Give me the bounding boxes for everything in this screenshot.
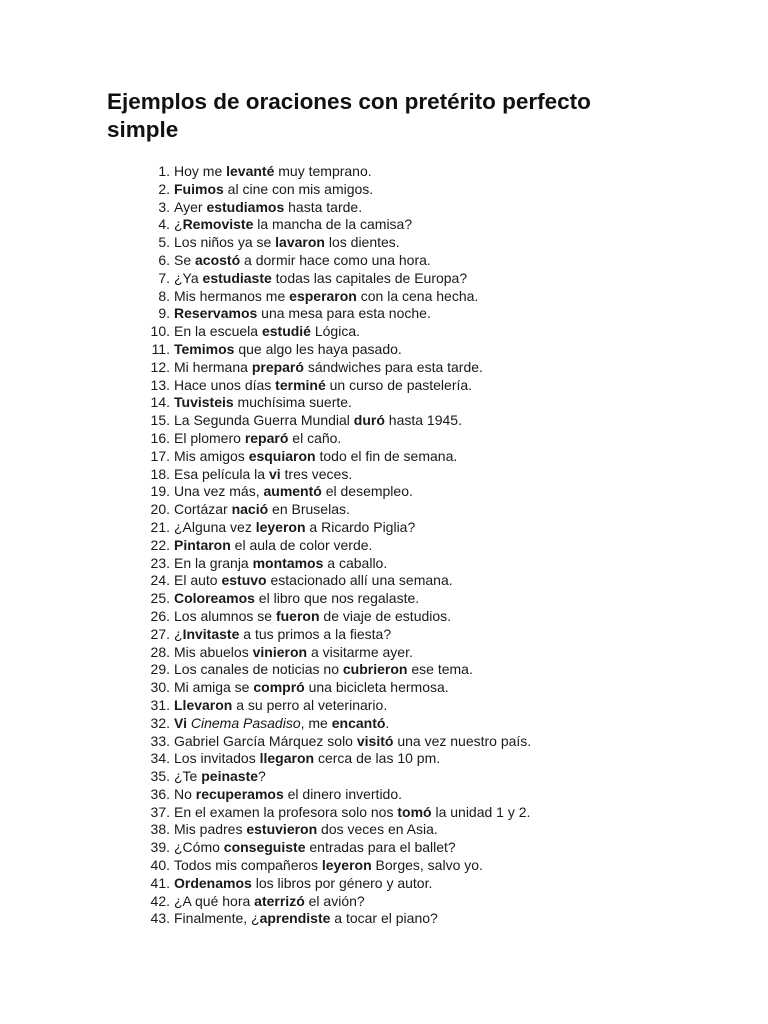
sentence-text [174,181,373,199]
sentence-text [174,448,457,466]
item-number: 35. [150,768,170,785]
list-item [140,537,531,555]
verb-highlight: encantó [331,714,386,731]
item-number: 32. [150,714,170,731]
list-item [140,608,531,626]
text-segment: un curso de pastelería. [325,376,473,393]
list-item [140,644,531,662]
sentence-text [174,715,389,733]
sentence-text [174,252,431,270]
verb-highlight: Pintaron [174,536,231,553]
text-segment: a caballo. [323,554,388,571]
text-segment: ¿Ya [174,269,203,286]
sentence-text [174,323,360,341]
text-segment: a tus primos a la fiesta? [239,625,392,642]
verb-highlight: Tuvisteis [174,394,234,411]
list-item [140,466,531,484]
text-segment: Borges, salvo yo. [371,857,483,874]
text-segment: Mis hermanos me [174,287,290,304]
text-segment: Una vez más, [174,483,264,500]
text-segment: tres veces. [280,465,353,482]
text-segment: una bicicleta hermosa. [304,679,449,696]
text-segment: Se [174,251,196,268]
text-segment: a dormir hace como una hora. [240,251,431,268]
text-segment: El plomero [174,429,245,446]
item-number: 2. [158,180,170,197]
text-segment: que algo les haya pasado. [234,340,402,357]
list-item [140,661,531,679]
text-segment: el caño. [288,429,342,446]
text-segment: cerca de las 10 pm. [314,750,441,767]
list-item [140,750,531,768]
list-item [140,323,531,341]
text-segment: la mancha de la camisa? [253,216,413,233]
list-item [140,341,531,359]
sentence-text [174,608,451,626]
sentence-text [174,910,438,928]
sentence-text [174,679,449,697]
list-item [140,448,531,466]
text-segment: Todos mis compañeros [174,857,322,874]
list-item [140,821,531,839]
list-item [140,839,531,857]
list-item [140,768,531,786]
text-segment: muchísima suerte. [233,394,352,411]
italic-title: Cinema Pasadiso [190,714,301,731]
text-segment: Los invitados [174,750,260,767]
verb-highlight: aterrizó [254,892,305,909]
item-number: 18. [150,465,170,482]
text-segment: ese tema. [407,661,473,678]
item-number: 28. [150,643,170,660]
sentence-text [174,857,483,875]
item-number: 14. [150,394,170,411]
text-segment: el avión? [304,892,365,909]
verb-highlight: levanté [226,163,275,179]
text-segment: el dinero invertido. [283,785,403,802]
text-segment: una vez nuestro país. [393,732,532,749]
text-segment: todo el fin de semana. [315,447,458,464]
sentence-text [174,483,413,501]
text-segment: muy temprano. [274,163,372,179]
item-number: 13. [150,376,170,393]
text-segment: estacionado allí una semana. [266,572,453,589]
text-segment: la unidad 1 y 2. [431,803,531,820]
sentence-text [174,875,432,893]
verb-highlight: aumentó [263,483,322,500]
sentence-text [174,572,453,590]
verb-highlight: estudié [261,323,311,340]
list-item [140,270,531,288]
item-number: 30. [150,679,170,696]
item-number: 19. [150,483,170,500]
text-segment: el aula de color verde. [230,536,373,553]
list-item [140,234,531,252]
verb-highlight: esquiaron [248,447,316,464]
text-segment: ? [258,768,266,785]
text-segment: Finalmente, ¿ [174,910,260,927]
text-segment: Mis amigos [174,447,249,464]
list-item [140,288,531,306]
text-segment: Hace unos días [174,376,276,393]
item-number: 22. [150,536,170,553]
list-item [140,252,531,270]
verb-highlight: recuperamos [195,785,284,802]
verb-highlight: Ordenamos [174,874,252,891]
list-item [140,875,531,893]
item-number: 41. [150,874,170,891]
list-item [140,430,531,448]
item-number: 38. [150,821,170,838]
verb-highlight: reparó [244,429,289,446]
item-number: 26. [150,607,170,624]
verb-highlight: visitó [356,732,394,749]
item-number: 3. [158,198,170,215]
text-segment: Mis padres [174,821,247,838]
verb-highlight: estudiaste [202,269,272,286]
sentence-text [174,519,415,537]
sentence-text [174,163,372,181]
text-segment: Los alumnos se [174,607,276,624]
sentence-text [174,786,402,804]
text-segment: entradas para el ballet? [305,839,456,856]
item-number: 27. [150,625,170,642]
list-item [140,893,531,911]
list-item [140,555,531,573]
text-segment: hasta 1945. [384,412,462,429]
sentence-text [174,270,467,288]
text-segment: los dientes. [324,234,400,251]
text-segment: La Segunda Guerra Mundial [174,412,354,429]
text-segment: El auto [174,572,222,589]
text-segment: ¿Alguna vez [174,518,256,535]
verb-highlight: preparó [251,358,304,375]
text-segment: en Bruselas. [268,501,350,518]
text-segment: Los canales de noticias no [174,661,343,678]
list-item [140,412,531,430]
item-number: 11. [151,340,170,357]
text-segment: a tocar el piano? [330,910,438,927]
list-item [140,572,531,590]
verb-highlight: Invitaste [182,625,240,642]
sentence-text [174,537,372,555]
item-number: 1. [158,163,170,179]
text-segment: En la granja [174,554,253,571]
item-number: 15. [150,412,170,429]
list-item [140,590,531,608]
list-item [140,519,531,537]
item-number: 43. [150,910,170,927]
text-segment: ¿ [174,625,183,642]
item-number: 8. [158,287,170,304]
text-segment: a su perro al veterinario. [232,696,388,713]
list-item [140,377,531,395]
item-number: 31. [150,696,170,713]
text-segment: Mi amiga se [174,679,254,696]
list-item [140,910,531,928]
item-number: 9. [158,305,170,322]
item-number: 23. [150,554,170,571]
sentence-text [174,359,483,377]
list-item [140,163,531,181]
verb-highlight: Llevaron [174,696,233,713]
text-segment: En la escuela [174,323,262,340]
sentence-text [174,216,412,234]
verb-highlight: cubrieron [342,661,408,678]
text-segment: el desempleo. [321,483,413,500]
text-segment: con la cena hecha. [356,287,479,304]
verb-highlight: vi [268,465,281,482]
sentence-text [174,750,440,768]
sentence-text [174,555,387,573]
sentence-text [174,305,431,323]
verb-highlight: leyeron [255,518,306,535]
sentence-text [174,626,391,644]
verb-highlight: lavaron [275,234,325,251]
sentence-text [174,893,365,911]
sentence-text [174,839,456,857]
list-item [140,394,531,412]
item-number: 40. [150,857,170,874]
list-item [140,857,531,875]
sentence-text [174,234,400,252]
text-segment: Ayer [174,198,207,215]
list-item [140,359,531,377]
verb-highlight: esperaron [289,287,357,304]
list-item [140,199,531,217]
sentence-text [174,501,350,519]
text-segment: ¿Te [174,768,202,785]
text-segment: Esa película la [174,465,269,482]
text-segment: de viaje de estudios. [319,607,452,624]
text-segment: el libro que nos regalaste. [254,590,420,607]
verb-highlight: Coloreamos [174,590,255,607]
item-number: 34. [150,750,170,767]
sentence-text [174,590,419,608]
list-item [140,216,531,234]
verb-highlight: nació [231,501,269,518]
item-number: 17. [150,447,170,464]
verb-highlight: Temimos [174,340,235,357]
text-segment: ¿Cómo [174,839,224,856]
text-segment: Mis abuelos [174,643,253,660]
text-segment: . [385,714,390,731]
list-item [140,715,531,733]
list-item [140,786,531,804]
item-number: 21. [150,518,170,535]
item-number: 7. [158,269,170,286]
verb-highlight: estuvo [221,572,267,589]
sentence-text [174,412,462,430]
verb-highlight: montamos [252,554,324,571]
list-item [140,305,531,323]
text-segment: dos veces en Asia. [317,821,438,838]
sentence-text [174,288,478,306]
text-segment: Lógica. [310,323,361,340]
verb-highlight: aprendiste [259,910,331,927]
item-number: 29. [150,661,170,678]
verb-highlight: vinieron [252,643,308,660]
text-segment: No [174,785,196,802]
item-number: 42. [150,892,170,909]
text-segment: a visitarme ayer. [307,643,413,660]
item-number: 20. [150,501,170,518]
verb-highlight: peinaste [201,768,259,785]
sentence-text [174,430,341,448]
text-segment: Mi hermana [174,358,252,375]
item-number: 5. [158,234,170,251]
verb-highlight: estudiamos [206,198,285,215]
text-segment: Los niños ya se [174,234,276,251]
text-segment: todas las capitales de Europa? [271,269,468,286]
verb-highlight: compró [253,679,305,696]
item-number: 16. [150,429,170,446]
text-segment: una mesa para esta noche. [257,305,431,322]
item-number: 33. [150,732,170,749]
verb-highlight: conseguiste [223,839,306,856]
text-segment: Cortázar [174,501,232,518]
item-number: 24. [150,572,170,589]
list-item [140,483,531,501]
verb-highlight: tomó [397,803,432,820]
text-segment: ¿A qué hora [174,892,255,909]
verb-highlight: Reservamos [174,305,258,322]
item-number: 36. [150,785,170,802]
item-number: 4. [158,216,170,233]
item-number: 25. [150,590,170,607]
verb-highlight: leyeron [321,857,372,874]
sentence-text [174,804,530,822]
sentence-text [174,377,472,395]
list-item [140,733,531,751]
text-segment: los libros por género y autor. [251,874,433,891]
text-segment: a Ricardo Piglia? [305,518,416,535]
list-item [140,679,531,697]
list-item [140,697,531,715]
sentence-text [174,768,266,786]
list-item [140,626,531,644]
item-number: 12. [150,358,170,375]
item-number: 6. [158,251,170,268]
verb-highlight: Removiste [182,216,254,233]
verb-highlight: terminé [275,376,326,393]
item-number: 10. [150,323,170,340]
sentence-text [174,341,402,359]
verb-highlight: acostó [195,251,241,268]
list-item [140,804,531,822]
sentence-text [174,199,362,217]
sentence-text [174,644,413,662]
text-segment: , me [300,714,332,731]
text-segment: al cine con mis amigos. [223,180,374,197]
verb-highlight: llegaron [259,750,315,767]
sentence-text [174,821,438,839]
text-segment: ¿ [174,216,183,233]
item-number: 39. [150,839,170,856]
text-segment: sándwiches para esta tarde. [303,358,483,375]
verb-highlight: Vi [174,714,187,731]
verb-highlight: fueron [275,607,320,624]
sentence-text [174,697,387,715]
list-item [140,501,531,519]
sentence-text [174,466,352,484]
text-segment: En el examen la profesora solo nos [174,803,398,820]
item-number: 37. [150,803,170,820]
text-segment: Gabriel García Márquez solo [174,732,357,749]
sentence-text [174,394,352,412]
text-segment: Hoy me [174,163,227,179]
list-item [140,181,531,199]
sentence-text [174,733,531,751]
verb-highlight: Fuimos [174,180,224,197]
verb-highlight: duró [353,412,385,429]
verb-highlight: estuvieron [246,821,318,838]
sentence-text [174,661,473,679]
document-title: Ejemplos de oraciones con pretérito perfecto simple [107,89,591,142]
text-segment: hasta tarde. [284,198,363,215]
sentence-list [140,163,531,928]
